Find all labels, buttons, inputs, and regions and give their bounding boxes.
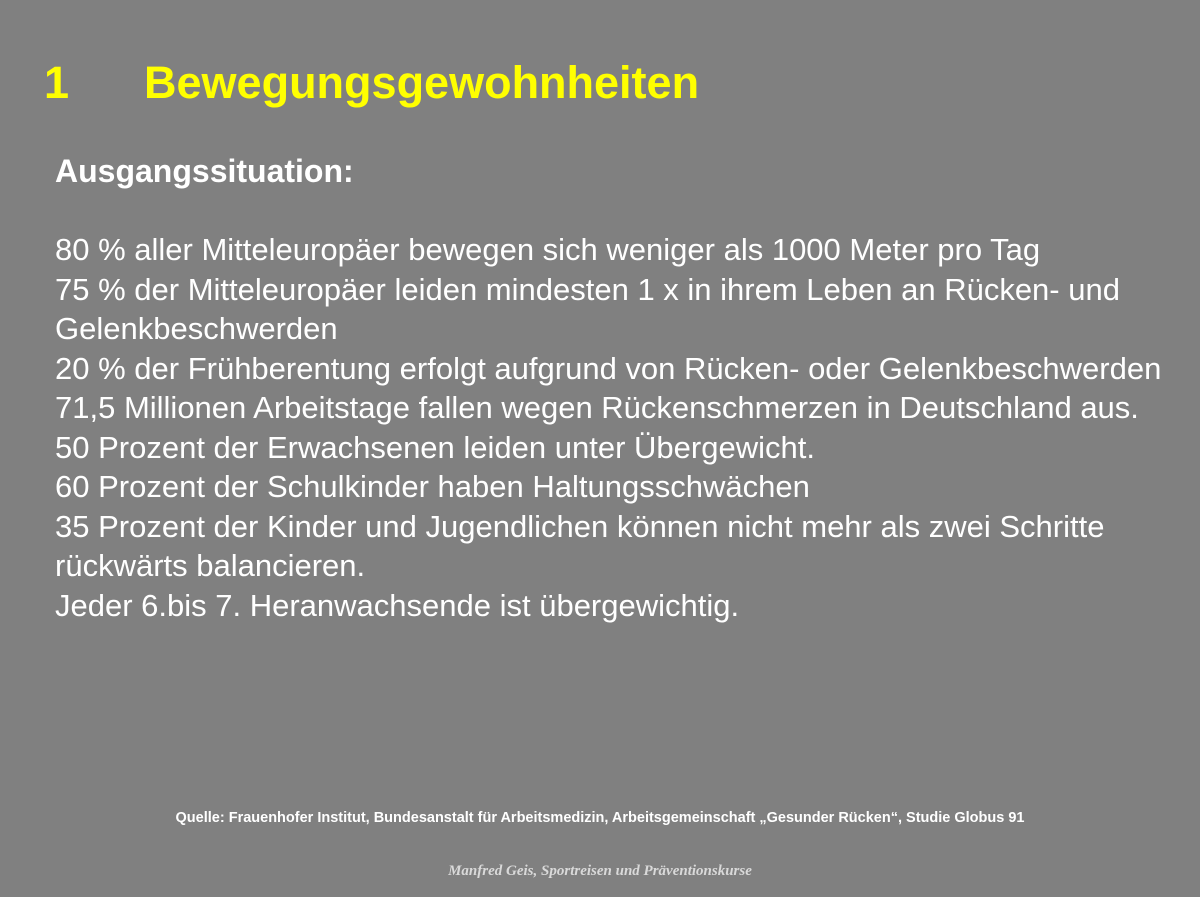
body-line: 50 Prozent der Erwachsenen leiden unter Übergewicht.	[55, 429, 815, 465]
footer-credit: Manfred Geis, Sportreisen und Präventionskurse	[448, 863, 752, 879]
body-line: 71,5 Millionen Arbeitstage fallen wegen Rückenschmerzen in Deutschland aus.	[55, 390, 1139, 425]
page-title: 1 Bewegungsgewohnheiten	[44, 57, 700, 108]
body-line: 75 % der Mitteleuropäer leiden mindesten 1 x in ihrem Leben an Rücken- und Gelenkbeschwerden	[55, 271, 1120, 346]
source-note: Quelle: Frauenhofer Institut, Bundesanstalt für Arbeitsmedizin, Arbeitsgemeinschaft „Gesunder Rücken“, Studie Globus 91	[175, 810, 1025, 826]
body-line: 35 Prozent der Kinder und Jugendlichen können nicht mehr als zwei Schritte rückwärts balancieren.	[55, 508, 1105, 583]
body-line: 60 Prozent der Schulkinder haben Haltungsschwächen	[55, 469, 810, 504]
body-line: Jeder 6.bis 7. Heranwachsende ist übergewichtig.	[55, 587, 740, 623]
section-subheading: Ausgangssituation:	[55, 153, 354, 189]
body-text-block	[55, 230, 1175, 625]
body-line: 80 % aller Mitteleuropäer bewegen sich weniger als 1000 Meter pro Tag	[55, 232, 1041, 267]
body-line: 20 % der Frühberentung erfolgt aufgrund von Rücken- oder Gelenkbeschwerden	[55, 350, 1162, 386]
